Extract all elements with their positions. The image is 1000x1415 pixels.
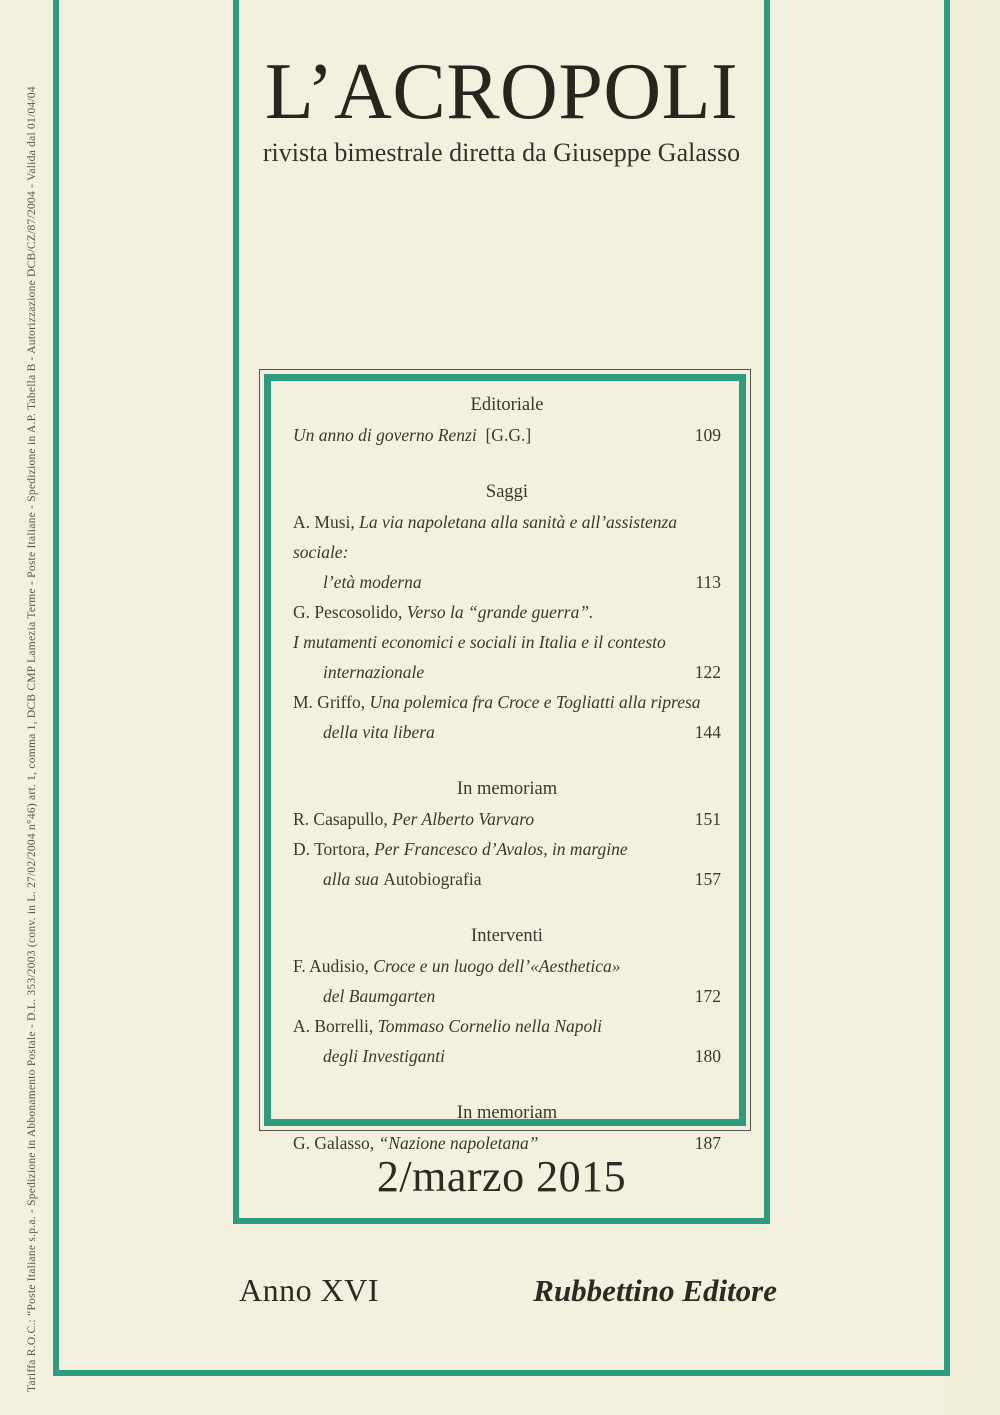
masthead: [239, 50, 764, 168]
table-of-contents-box: [259, 369, 751, 1153]
toc-page-number: 172: [694, 986, 721, 1006]
toc-entry-text: A. Musi, La via napoletana alla sanità e all’assistenza sociale:: [293, 512, 678, 562]
toc-entry-text: del Baumgarten: [323, 986, 436, 1006]
toc-entry-text: G. Pescosolido, Verso la “grande guerra”.: [293, 602, 594, 622]
toc-entry-line: [293, 597, 721, 627]
toc-entry-line: [293, 804, 721, 834]
toc-entry-text: F. Audisio, Croce e un luogo dell’«Aesthetica»: [293, 956, 621, 976]
toc-entry-text: Un anno di governo Renzi [G.G.]: [293, 425, 532, 445]
toc-entry-text: della vita libera: [323, 722, 435, 742]
toc-entry-line: [293, 507, 721, 567]
journal-subtitle: rivista bimestrale diretta da Giuseppe Galasso: [262, 138, 741, 167]
toc-entry-line: [293, 420, 721, 450]
toc-page-number: 157: [694, 869, 721, 889]
paper-edge-tint: [945, 0, 1000, 1415]
toc-entry-line: [293, 627, 721, 657]
toc-page-number: 151: [694, 809, 721, 829]
toc-entry-line: [293, 657, 721, 687]
toc-entry-text: M. Griffo, Una polemica fra Croce e Togliatti alla ripresa: [293, 692, 701, 712]
postal-spine-text: Tariffa R.O.C.: “Poste Italiane s.p.a. - Spedizione in Abbonamento Postale - D.L. 353/2003 (conv. in L. 27/02/2004 n°46) art. 1, comma 1, DCB CMP Lamezia Terme - Poste Italiane - Spedizione in A.P. Tabella B - Autorizzazione DCB/CZ/87/2004 - Valida dal 01/04/04: [26, 86, 38, 1392]
toc-section-heading: In memoriam: [456, 1103, 558, 1123]
toc-page-number: 187: [694, 1133, 721, 1153]
toc-entry-line: [293, 951, 721, 981]
year-label: Anno XVI: [239, 1272, 379, 1308]
toc-entry-text: alla sua Autobiografia: [323, 869, 482, 889]
toc-entry-line: [293, 717, 721, 747]
toc-entry-line: [293, 567, 721, 597]
toc-entry-text: A. Borrelli, Tommaso Cornelio nella Napoli: [293, 1016, 603, 1036]
toc-page-number: 113: [695, 572, 721, 592]
toc-entry-line: [293, 687, 721, 717]
journal-title: L’ACROPOLI: [264, 48, 739, 136]
publisher-name: Rubbettino Editore: [533, 1273, 777, 1308]
toc-entry-text: D. Tortora, Per Francesco d’Avalos, in margine: [293, 839, 628, 859]
toc-entry-text: I mutamenti economici e sociali in Italia e il contesto: [293, 632, 666, 652]
issue-label: 2/marzo 2015: [376, 1151, 627, 1201]
toc-entry-text: G. Galasso, “Nazione napoletana”: [293, 1133, 539, 1153]
toc-entry-line: [293, 864, 721, 894]
toc-entry-text: internazionale: [323, 662, 425, 682]
toc-section-heading: Saggi: [485, 482, 529, 502]
toc-section-heading: In memoriam: [456, 779, 558, 799]
toc-entry-line: [293, 981, 721, 1011]
toc-page-number: 180: [694, 1046, 721, 1066]
toc-entry-text: l’età moderna: [323, 572, 422, 592]
footer-row: [239, 1272, 777, 1309]
toc-content: [264, 374, 746, 1153]
toc-page-number: 144: [694, 722, 721, 742]
toc-page-number: 122: [694, 662, 721, 682]
toc-section-heading: Interventi: [471, 926, 543, 946]
toc-entry-text: R. Casapullo, Per Alberto Varvaro: [293, 809, 535, 829]
toc-entry-line: [293, 1041, 721, 1071]
issue-box: [239, 1131, 764, 1221]
toc-entry-line: [293, 1011, 721, 1041]
toc-section-heading: Editoriale: [470, 395, 544, 415]
toc-entry-line: [293, 834, 721, 864]
toc-entry-text: degli Investiganti: [323, 1046, 445, 1066]
toc-page-number: 109: [694, 425, 721, 445]
